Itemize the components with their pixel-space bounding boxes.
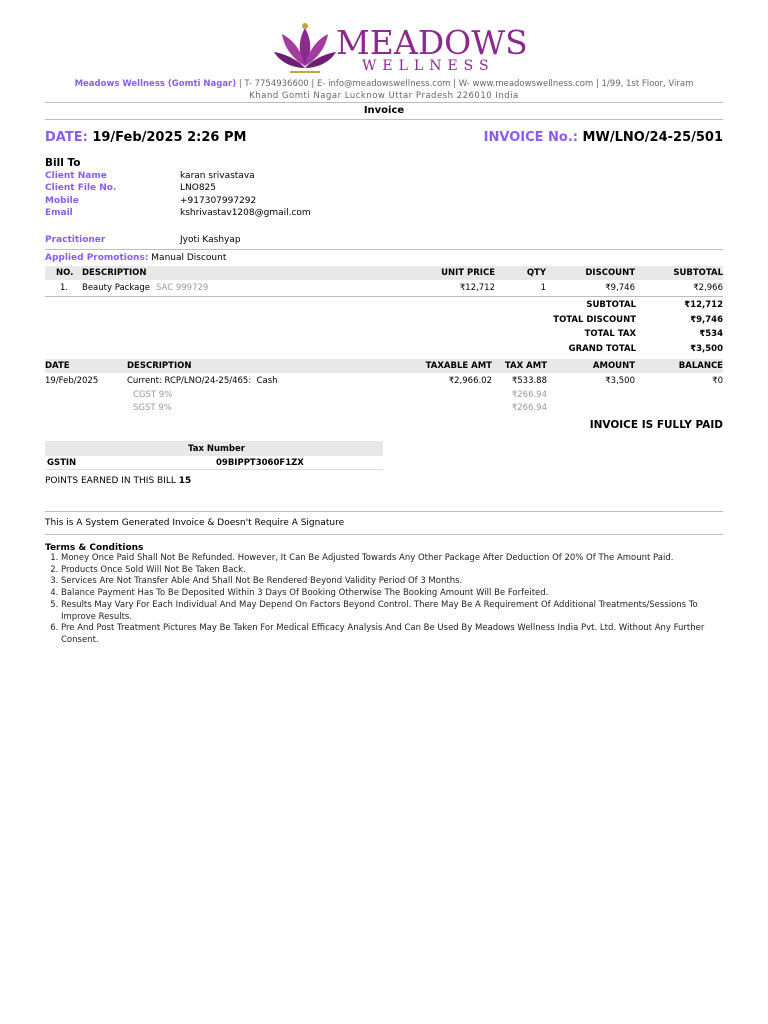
- pay-amount: ₹3,500: [605, 376, 635, 386]
- pay-col-amount: AMOUNT: [592, 361, 635, 371]
- points-value: 15: [178, 476, 192, 486]
- bill-field-label: Client Name: [45, 171, 107, 181]
- pay-col-date: DATE: [45, 361, 70, 371]
- promotions-value: Manual Discount: [151, 253, 227, 263]
- total-label: SUBTOTAL: [586, 300, 636, 310]
- pay-date: 19/Feb/2025: [45, 376, 99, 386]
- terms-list: [45, 553, 731, 647]
- tax-number-heading: Tax Number: [188, 444, 245, 454]
- bill-to-heading: Bill To: [45, 157, 81, 169]
- promotions: [45, 253, 226, 263]
- terms-item: 4. Balance Payment Has To Be Deposited Within 3 Days Of Booking Otherwise The Booking Amount Will Be Forfeited.: [61, 588, 731, 600]
- bill-field-value: karan srivastava: [180, 171, 255, 181]
- terms-item: 1. Money Once Paid Shall Not Be Refunded. However, It Can Be Adjusted Towards Any Other Package After Deduction Of 20% Of The Amount Paid.: [61, 553, 731, 565]
- total-value: ₹3,500: [690, 343, 723, 354]
- divider: [45, 119, 723, 120]
- terms-item: 6. Pre And Post Treatment Pictures May Be Taken For Medical Efficacy Analysis And Can Be Used By Meadows Wellness India Pvt. Ltd. Without Any Further Consent.: [61, 623, 731, 646]
- terms-item: 2. Products Once Sold Will Not Be Taken Back.: [61, 565, 731, 577]
- col-qty: QTY: [526, 268, 546, 278]
- header-contact: [45, 78, 723, 90]
- total-label: TOTAL TAX: [584, 329, 636, 339]
- contact-line-1: | T- 7754936600 | E- info@meadowswellness.com | W- www.meadowswellness.com | 1/99, 1st Floor, Viram: [238, 79, 694, 89]
- lotus-icon: [270, 20, 340, 76]
- practitioner-value: Jyoti Kashyap: [180, 235, 241, 245]
- pay-col-description: DESCRIPTION: [127, 361, 192, 371]
- gstin-label: GSTIN: [47, 458, 77, 468]
- col-no: NO.: [56, 268, 74, 278]
- practitioner-label: Practitioner: [45, 235, 106, 245]
- brand-logo: [270, 20, 528, 76]
- item-qty: 1: [540, 283, 546, 293]
- gstin-value: 09BIPPT3060F1ZX: [216, 458, 304, 468]
- terms-heading: Terms & Conditions: [45, 543, 144, 553]
- col-discount: DISCOUNT: [585, 268, 635, 278]
- pay-balance: ₹0: [712, 376, 723, 386]
- divider: [45, 249, 723, 250]
- bill-field-label: Client File No.: [45, 183, 117, 194]
- total-label: GRAND TOTAL: [568, 343, 636, 354]
- bill-field-value: kshrivastav1208@gmail.com: [180, 207, 311, 218]
- system-note: This is A System Generated Invoice & Doesn't Require A Signature: [45, 518, 345, 528]
- item-sac: SAC 999729: [156, 283, 209, 293]
- col-description: DESCRIPTION: [82, 268, 147, 278]
- tax-label: CGST 9%: [133, 390, 173, 400]
- divider: [45, 511, 723, 512]
- total-value: ₹9,746: [690, 314, 723, 325]
- col-subtotal: SUBTOTAL: [673, 268, 723, 278]
- invoice-no-label: INVOICE No.:: [483, 130, 579, 145]
- col-unit-price: UNIT PRICE: [441, 268, 495, 278]
- bill-field-label: Email: [45, 207, 73, 218]
- brand-subname: WELLNESS: [362, 58, 495, 74]
- total-label: TOTAL DISCOUNT: [553, 314, 636, 325]
- doc-title: Invoice: [363, 105, 405, 116]
- divider: [45, 296, 723, 297]
- divider: [45, 102, 723, 103]
- pay-col-taxable: TAXABLE AMT: [425, 361, 492, 371]
- branch-name: Meadows Wellness (Gomti Nagar): [74, 79, 237, 89]
- bill-field-value: +917307997292: [180, 195, 257, 206]
- brand-name: MEADOWS: [336, 23, 528, 62]
- pay-taxable: ₹2,966.02: [448, 376, 492, 386]
- date-label: DATE:: [45, 130, 88, 145]
- contact-line-2: Khand Gomti Nagar Lucknow Uttar Pradesh 226010 India: [249, 91, 519, 101]
- tax-label: SGST 9%: [133, 403, 172, 413]
- bill-field-value: LNO825: [180, 183, 217, 194]
- item-subtotal: ₹2,966: [693, 283, 723, 293]
- total-value: ₹12,712: [684, 300, 723, 310]
- item-discount: ₹9,746: [605, 283, 635, 293]
- invoice-date: [45, 130, 246, 145]
- divider: [45, 469, 383, 470]
- tax-amount: ₹266.94: [511, 390, 547, 400]
- invoice-number: [484, 130, 723, 145]
- tax-amount: ₹266.94: [511, 403, 547, 413]
- points: [45, 476, 191, 486]
- pay-col-tax: TAX AMT: [504, 361, 547, 371]
- pay-col-balance: BALANCE: [678, 361, 723, 371]
- terms-item: 3. Services Are Not Transfer Able And Shall Not Be Rendered Beyond Validity Period Of 3 Months.: [61, 576, 731, 588]
- item-unit-price: ₹12,712: [459, 283, 495, 293]
- payment-status: INVOICE IS FULLY PAID: [589, 419, 723, 431]
- total-value: ₹534: [699, 329, 723, 339]
- item-description: Beauty Package: [82, 283, 150, 293]
- terms-item: 5. Results May Vary For Each Individual And May Depend On Factors Beyond Control. There May Be A Requirement Of Additional Treatments/Sessions To Improve Results.: [61, 600, 731, 623]
- pay-description: Current: RCP/LNO/24-25/465: Cash: [127, 376, 278, 386]
- divider: [45, 534, 723, 535]
- points-label: POINTS EARNED IN THIS BILL: [45, 476, 176, 486]
- invoice-no-value: MW/LNO/24-25/501: [582, 130, 723, 145]
- bill-field-label: Mobile: [45, 195, 79, 206]
- item-no: 1.: [60, 283, 69, 293]
- pay-tax: ₹533.88: [511, 376, 547, 386]
- date-value: 19/Feb/2025 2:26 PM: [92, 130, 247, 145]
- promotions-label: Applied Promotions:: [45, 253, 149, 263]
